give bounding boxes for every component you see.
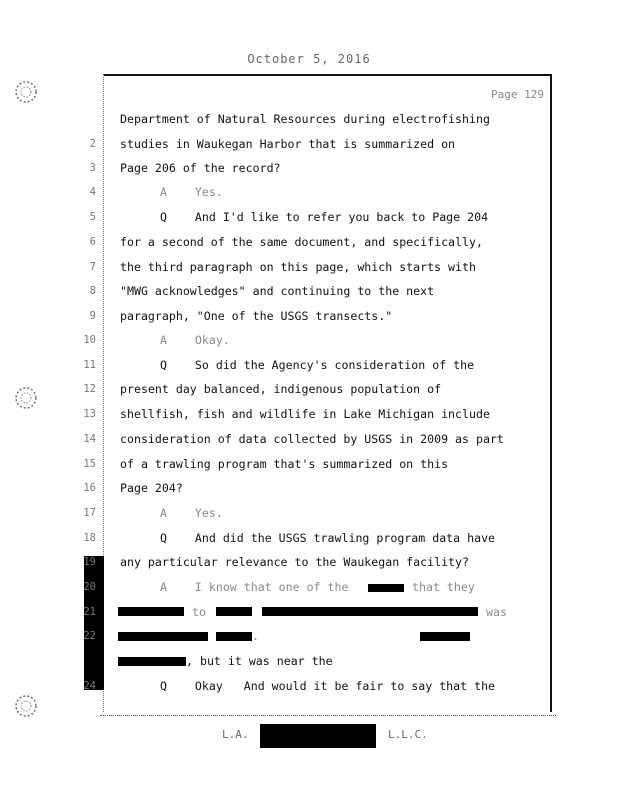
transcript-line: [0, 381, 618, 397]
line-text: "MWG acknowledges" and continuing to the next: [120, 284, 435, 298]
line-number: 8: [89, 285, 96, 297]
transcript-line: [0, 259, 618, 275]
transcript-line: [0, 554, 618, 570]
transcript-line: [0, 184, 618, 200]
line-number: 19: [83, 556, 96, 568]
line-number: 21: [83, 606, 96, 618]
line-number: 20: [83, 581, 96, 593]
footer-right-text: L.L.C.: [388, 728, 428, 741]
transcript-line: [0, 160, 618, 176]
transcript-line: [0, 406, 618, 422]
line-number: 3: [89, 162, 96, 174]
line-number: 5: [89, 211, 96, 223]
line-number: 15: [83, 458, 96, 470]
line-number: 17: [83, 507, 96, 519]
transcript-line: [0, 678, 618, 694]
line-text: A Yes.: [160, 185, 223, 199]
transcript-line: [0, 579, 618, 595]
transcript-line: [0, 505, 618, 521]
transcript-line: [0, 136, 618, 152]
line-text: Department of Natural Resources during electrofishing: [120, 112, 490, 126]
transcript-line: [0, 530, 618, 546]
line-text: shellfish, fish and wildlife in Lake Michigan include: [120, 407, 490, 421]
redaction-bar: [216, 607, 252, 616]
punch-hole-icon: [14, 80, 38, 104]
redaction-bar: [262, 607, 478, 616]
line-text: paragraph, "One of the USGS transects.": [120, 309, 393, 323]
line-text: A Yes.: [160, 506, 223, 520]
header-date: October 5, 2016: [247, 52, 371, 66]
line-text: Q So did the Agency's consideration of the: [160, 358, 475, 372]
transcript-line: [0, 628, 618, 644]
line-text: , but it was near the: [186, 654, 333, 668]
line-number: 16: [83, 482, 96, 494]
line-text: A Okay.: [160, 333, 230, 347]
line-number: 24: [83, 680, 96, 692]
line-text: Q And did the USGS trawling program data have: [160, 531, 496, 545]
line-text: Page 206 of the record?: [120, 161, 281, 175]
transcript-line: [0, 332, 618, 348]
line-number: 9: [89, 310, 96, 322]
redaction-bar: [118, 607, 184, 616]
line-number: 6: [89, 236, 96, 248]
line-text: Q Okay And would it be fair to say that the: [160, 679, 496, 693]
line-text: .: [252, 629, 259, 643]
transcript-line: [0, 111, 618, 127]
line-text: the third paragraph on this page, which starts with: [120, 260, 476, 274]
redaction-bar: [368, 584, 404, 592]
line-number: 18: [83, 532, 96, 544]
transcript-line: [0, 456, 618, 472]
line-number: 2: [89, 138, 96, 150]
line-text: studies in Waukegan Harbor that is summarized on: [120, 137, 456, 151]
line-number: 13: [83, 408, 96, 420]
redaction-bar-margin: [84, 556, 104, 690]
redaction-bar: [216, 632, 252, 641]
redaction-bar: [420, 632, 470, 641]
line-text: consideration of data collected by USGS in 2009 as part: [120, 432, 504, 446]
line-text: to: [192, 605, 206, 619]
line-text: present day balanced, indigenous population of: [120, 382, 442, 396]
line-text: Page 204?: [120, 481, 183, 495]
line-text: was: [486, 605, 507, 619]
line-number: 4: [89, 186, 96, 198]
line-number: 7: [89, 261, 96, 273]
line-number: 14: [83, 433, 96, 445]
transcript-line: [0, 653, 618, 669]
footer-left-text: L.A.: [222, 728, 249, 741]
line-number: 12: [83, 383, 96, 395]
punch-hole-icon: [14, 694, 38, 718]
transcript-line: [0, 308, 618, 324]
redaction-bar: [118, 632, 208, 641]
transcript-line: [0, 431, 618, 447]
line-number: 11: [83, 359, 96, 371]
line-text: A I know that one of the: [160, 580, 349, 594]
redaction-bar: [118, 657, 186, 666]
transcript-line: [0, 480, 618, 496]
line-number: 22: [83, 630, 96, 642]
page-number: Page 129: [491, 88, 544, 101]
line-text: Q And I'd like to refer you back to Page 204: [160, 210, 489, 224]
line-text: any particular relevance to the Waukegan facility?: [120, 555, 470, 569]
transcript-line: [0, 357, 618, 373]
transcript-line: [0, 283, 618, 299]
line-text: of a trawling program that's summarized on this: [120, 457, 449, 471]
line-text: for a second of the same document, and specifically,: [120, 235, 483, 249]
redaction-bar-footer: [260, 724, 376, 748]
line-text: that they: [412, 580, 475, 594]
line-number: 10: [83, 334, 96, 346]
transcript-line: [0, 209, 618, 225]
transcript-line: [0, 234, 618, 250]
